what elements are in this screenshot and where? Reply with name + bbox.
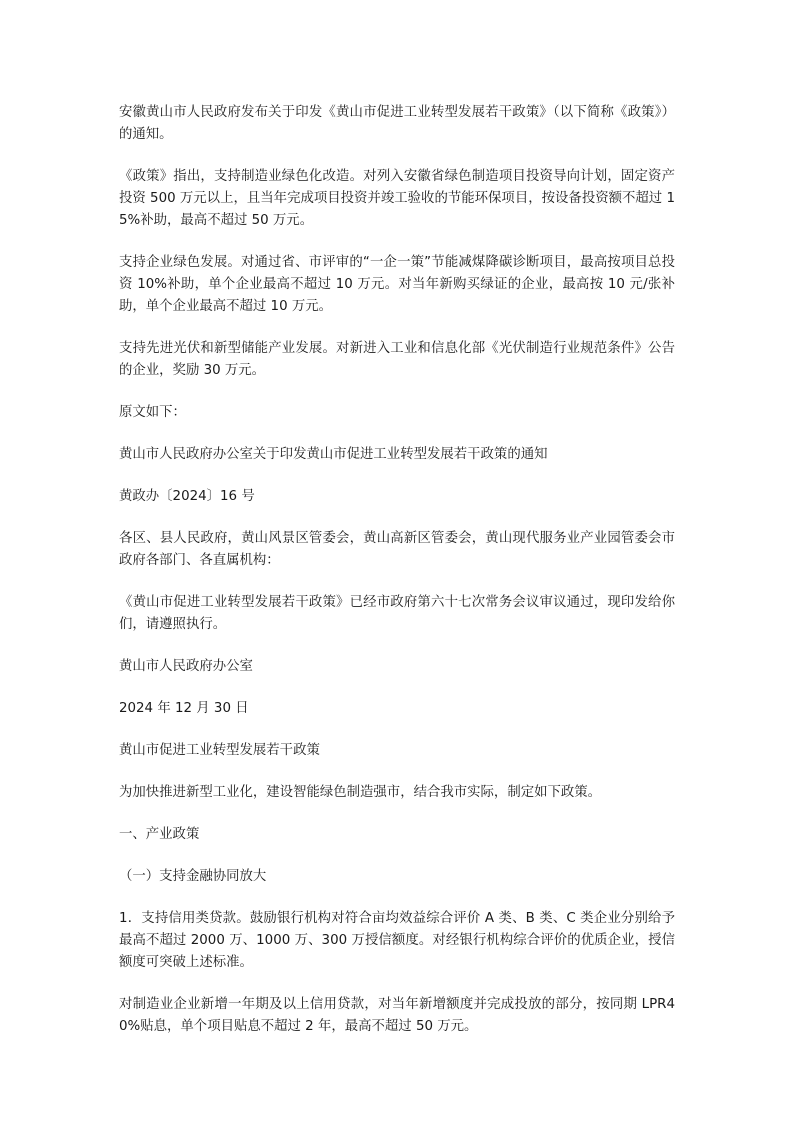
document-number: 黄政办〔2024〕16 号: [119, 489, 255, 504]
notice-body: 《黄山市促进工业转型发展若干政策》已经市政府第六十七次常务会议审议通过，现印发给你们，请遵照执行。: [119, 595, 675, 632]
issue-date: 2024 年 12 月 30 日: [119, 701, 249, 716]
notice-title: 黄山市人民政府办公室关于印发黄山市促进工业转型发展若干政策的通知: [119, 447, 548, 462]
document-page: [119, 102, 675, 1058]
intro-paragraph: 安徽黄山市人民政府发布关于印发《黄山市促进工业转型发展若干政策》（以下简称《政策》）的通知。: [119, 105, 675, 142]
section-heading-industry-policy: 一、产业政策: [119, 827, 200, 842]
interest-subsidy-paragraph: 对制造业企业新增一年期及以上信用贷款，对当年新增额度并完成投放的部分，按同期 LPR40%贴息，单个项目贴息不超过 2 年，最高不超过 50 万元。: [119, 997, 675, 1034]
recipients: 各区、县人民政府，黄山风景区管委会，黄山高新区管委会，黄山现代服务业产业园管委会市政府各部门、各直属机构：: [119, 531, 675, 568]
policy-title: 黄山市促进工业转型发展若干政策: [119, 743, 320, 758]
issuer: 黄山市人民政府办公室: [119, 659, 253, 674]
photovoltaic-paragraph: 支持先进光伏和新型储能产业发展。对新进入工业和信息化部《光伏制造行业规范条件》公告的企业，奖励 30 万元。: [119, 341, 675, 378]
green-development-paragraph: 支持企业绿色发展。对通过省、市评审的“一企一策”节能减煤降碳诊断项目，最高按项目总投资 10%补助，单个企业最高不超过 10 万元。对当年新购买绿证的企业，最高按 10 元/张补助，单个企业最高不超过 10 万元。: [119, 255, 675, 314]
subsection-heading-finance: （一）支持金融协同放大: [119, 869, 267, 884]
green-manufacturing-paragraph: 《政策》指出，支持制造业绿色化改造。对列入安徽省绿色制造项目投资导向计划，固定资产投资 500 万元以上，且当年完成项目投资并竣工验收的节能环保项目，按设备投资额不超过 15%补助，最高不超过 50 万元。: [119, 169, 675, 228]
credit-loan-paragraph: 1．支持信用类贷款。鼓励银行机构对符合亩均效益综合评价 A 类、B 类、C 类企业分别给予最高不超过 2000 万、1000 万、300 万授信额度。对经银行机构综合评价的优质企业，授信额度可突破上述标准。: [119, 911, 675, 970]
original-text-label: 原文如下：: [119, 405, 186, 420]
policy-preamble: 为加快推进新型工业化，建设智能绿色制造强市，结合我市实际，制定如下政策。: [119, 785, 602, 800]
